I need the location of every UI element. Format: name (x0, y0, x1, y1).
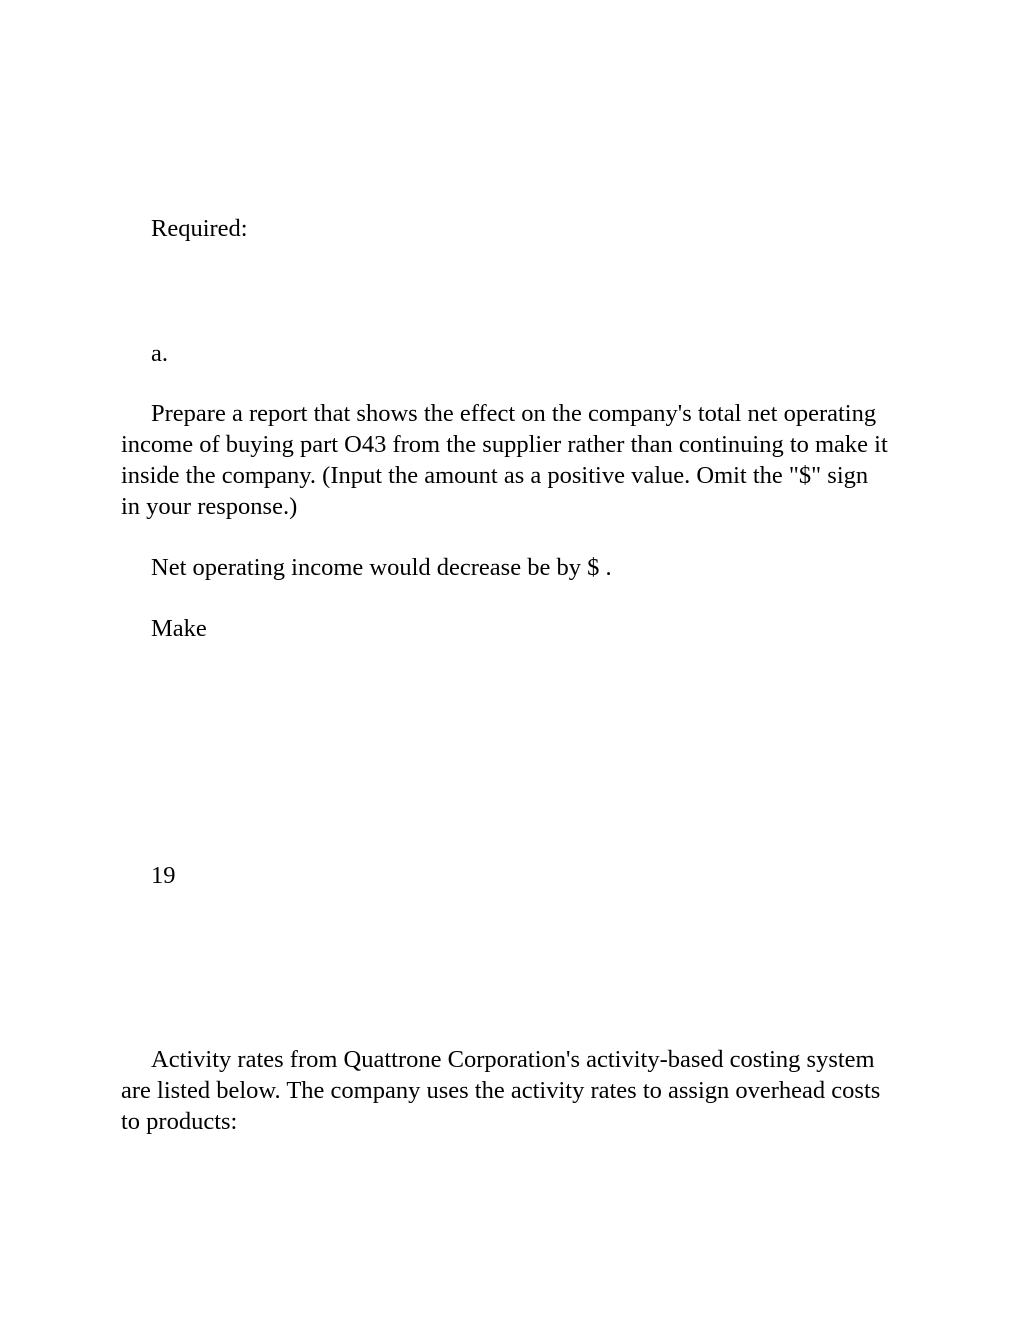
answer-line: Net operating income would decrease be by $ . (151, 554, 612, 581)
make-label: Make (151, 615, 207, 642)
next-question-paragraph: Activity rates from Quattrone Corporation's activity-based costing system are listed below. The company uses the activity rates to assign overhead costs to products: (121, 1046, 881, 1135)
required-label: Required: (151, 215, 248, 242)
question-number: 19 (151, 862, 176, 889)
instruction-paragraph: Prepare a report that shows the effect on the company's total net operating income of buying part O43 from the supplier rather than continuing to make it inside the company. (Input the amount as a positive value. Omit the "$" sign in your response.) (121, 400, 888, 520)
part-label: a. (151, 340, 168, 367)
